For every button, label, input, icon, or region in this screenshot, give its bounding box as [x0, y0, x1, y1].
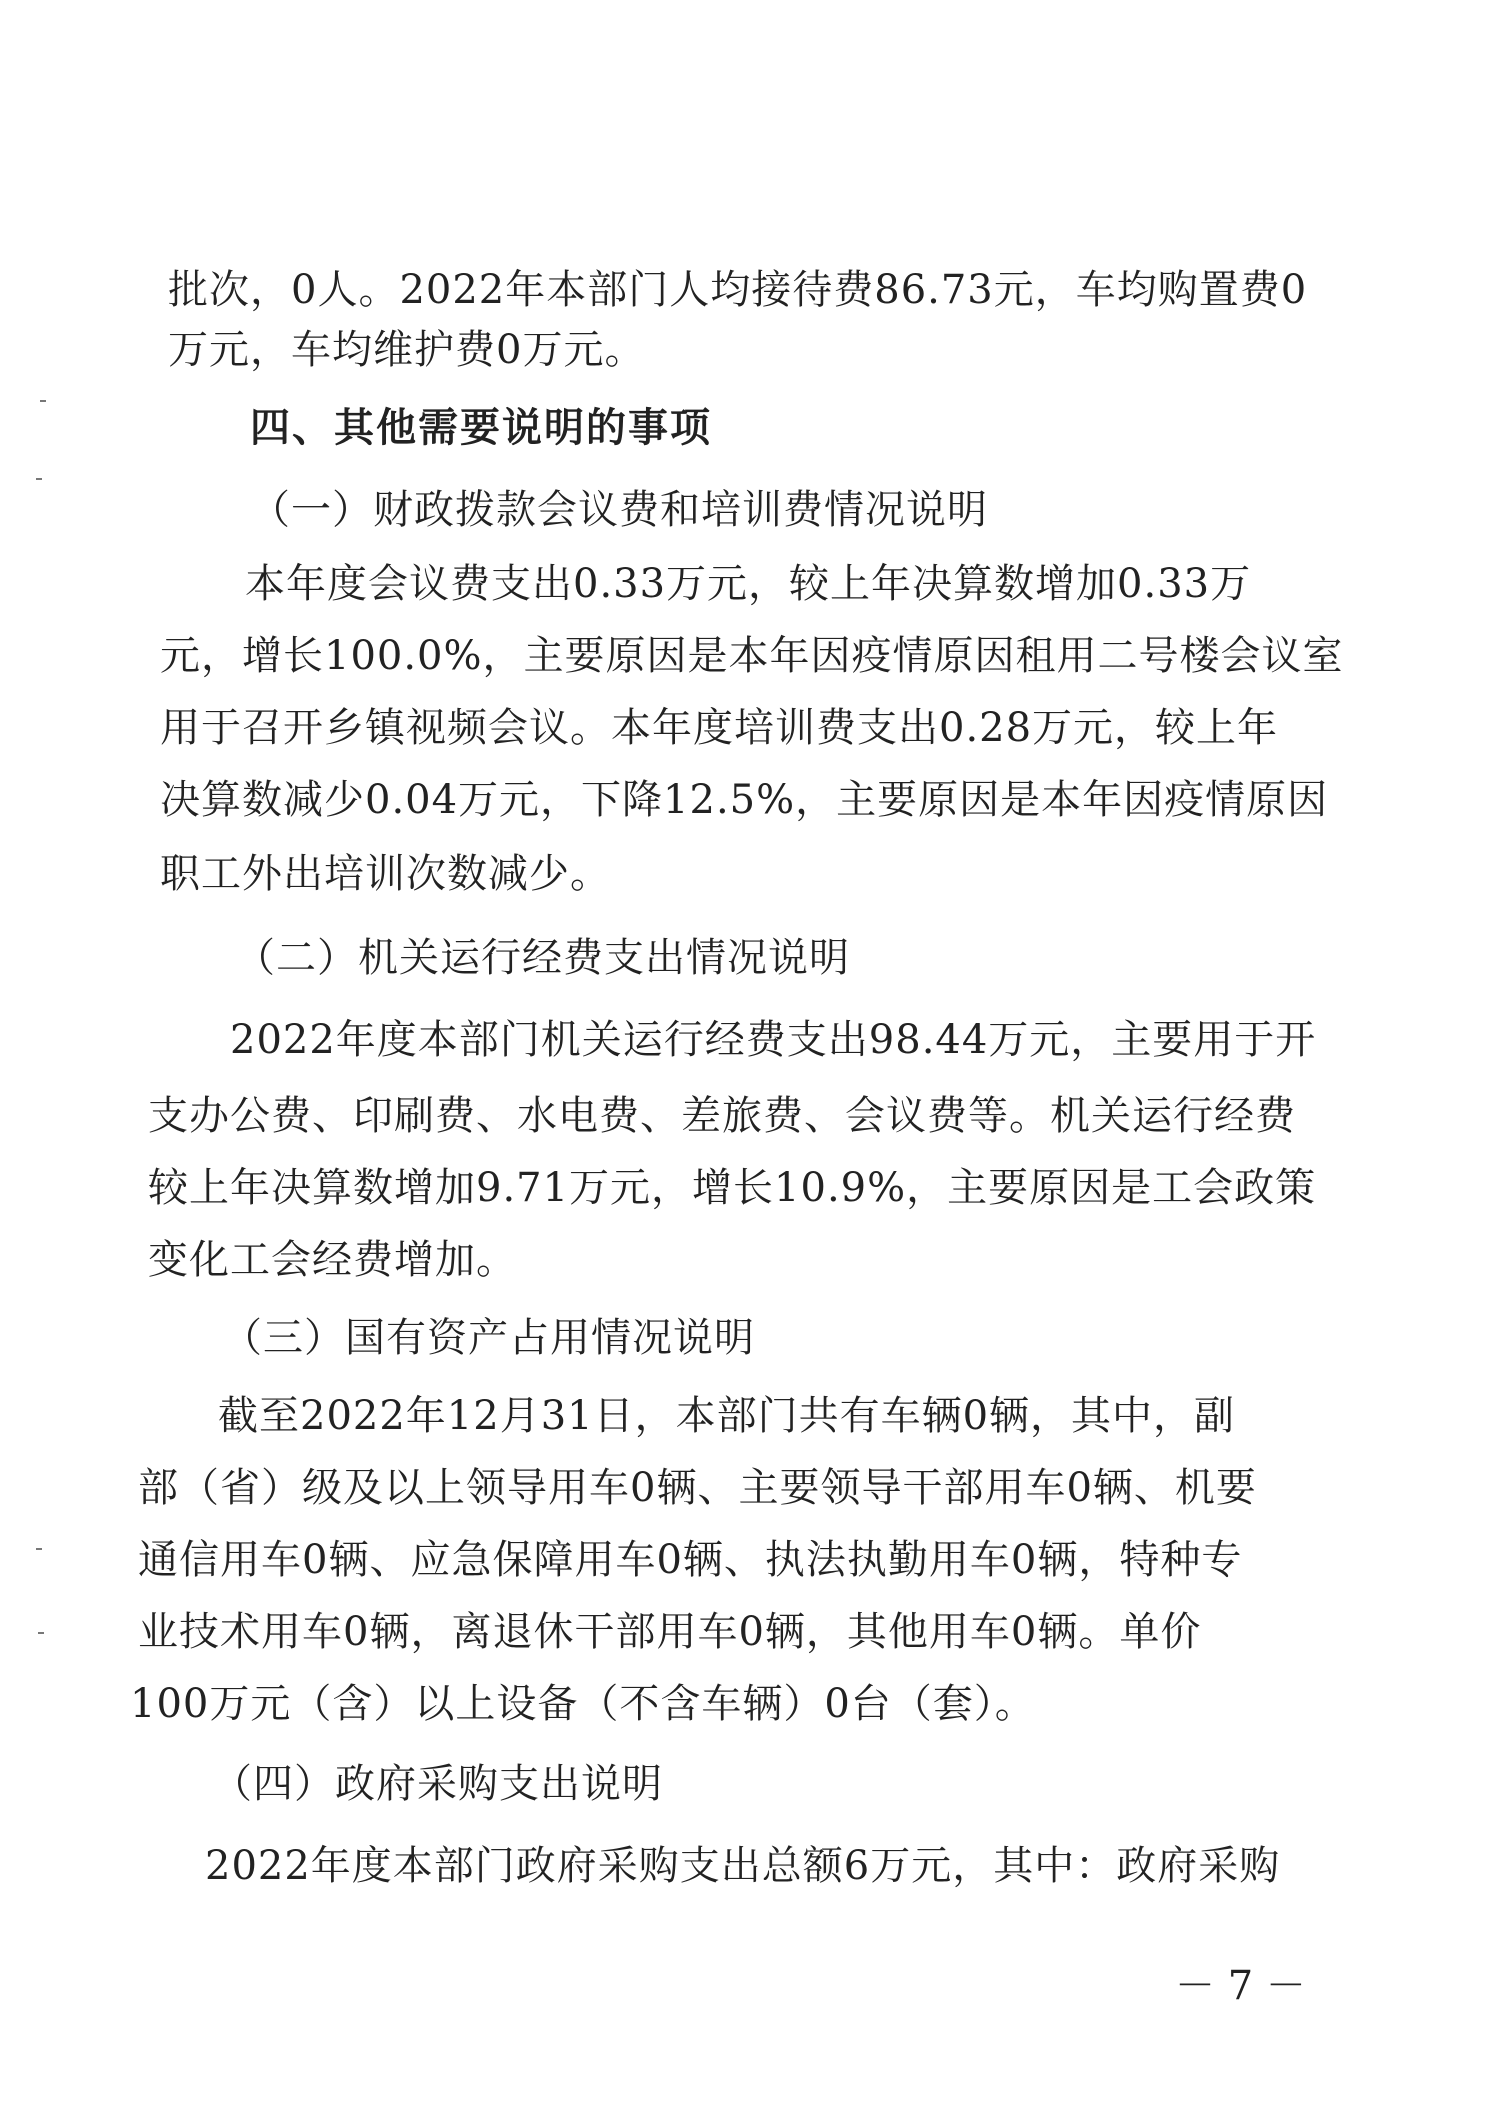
scan-speck	[36, 478, 42, 480]
body-line: 万元，车均维护费0万元。	[168, 327, 646, 373]
body-line: 决算数减少0.04万元，下降12.5%，主要原因是本年因疫情原因	[160, 777, 1329, 823]
section-heading: 四、其他需要说明的事项	[250, 405, 712, 451]
page-number: － 7 －	[1175, 1963, 1306, 2009]
body-line: 变化工会经费增加。	[148, 1237, 517, 1283]
subsection-heading: （三）国有资产占用情况说明	[222, 1315, 755, 1361]
body-line: 较上年决算数增加9.71万元，增长10.9%，主要原因是工会政策	[148, 1165, 1317, 1211]
body-line: 批次，0人。2022年本部门人均接待费86.73元，车均购置费0	[168, 267, 1308, 313]
body-line: 用于召开乡镇视频会议。本年度培训费支出0.28万元，较上年	[160, 705, 1279, 751]
subsection-heading: （二）机关运行经费支出情况说明	[235, 935, 850, 981]
body-line: 2022年度本部门政府采购支出总额6万元，其中：政府采购	[205, 1843, 1281, 1889]
body-line: 截至2022年12月31日，本部门共有车辆0辆，其中，副	[218, 1393, 1236, 1439]
body-line: 支办公费、印刷费、水电费、差旅费、会议费等。机关运行经费	[148, 1093, 1296, 1139]
body-line: 部（省）级及以上领导用车0辆、主要领导干部用车0辆、机要	[138, 1465, 1257, 1511]
subsection-heading: （四）政府采购支出说明	[212, 1761, 663, 1807]
body-line: 职工外出培训次数减少。	[160, 851, 611, 897]
body-line: 业技术用车0辆，离退休干部用车0辆，其他用车0辆。单价	[138, 1609, 1202, 1655]
body-line: 元，增长100.0%，主要原因是本年因疫情原因租用二号楼会议室	[160, 633, 1344, 679]
subsection-heading: （一）财政拨款会议费和培训费情况说明	[250, 487, 988, 533]
scan-speck	[40, 400, 46, 402]
scan-speck	[36, 1548, 42, 1550]
scan-speck	[38, 1632, 44, 1634]
body-line: 本年度会议费支出0.33万元，较上年决算数增加0.33万	[245, 561, 1252, 607]
body-line: 100万元（含）以上设备（不含车辆）0台（套）。	[130, 1681, 1036, 1727]
body-line: 通信用车0辆、应急保障用车0辆、执法执勤用车0辆，特种专	[138, 1537, 1243, 1583]
body-line: 2022年度本部门机关运行经费支出98.44万元，主要用于开	[230, 1017, 1317, 1063]
